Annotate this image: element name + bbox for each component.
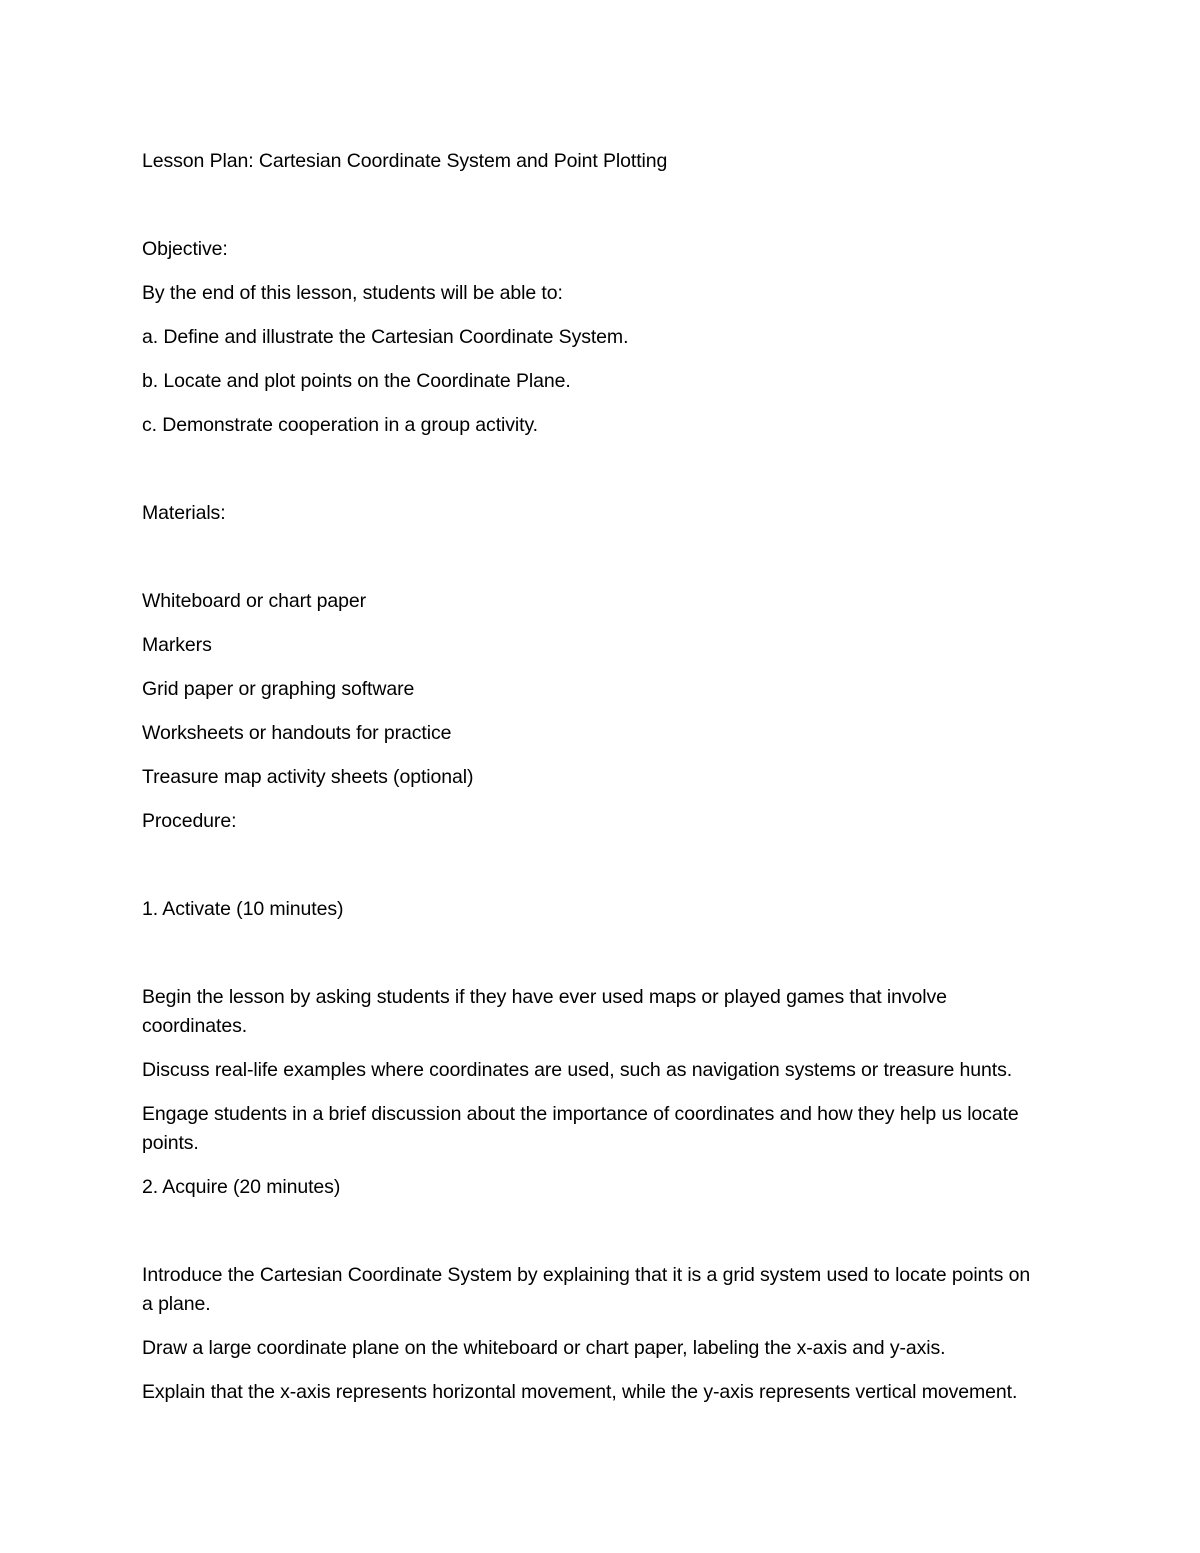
text-line: points.: [142, 1132, 199, 1154]
section-heading-materials: [142, 499, 1140, 528]
step-heading-activate: [142, 895, 1140, 924]
text-line: Objective:: [142, 238, 228, 260]
text-line: Discuss real-life examples where coordinates are used, such as navigation systems or treasure hunts.: [142, 1059, 1013, 1081]
materials-item: [142, 719, 1140, 748]
blank-line: [142, 455, 1140, 484]
text-line: Markers: [142, 634, 212, 656]
materials-item: [142, 587, 1140, 616]
blank-line: [142, 191, 1140, 220]
materials-item: [142, 763, 1140, 792]
text-line: Whiteboard or chart paper: [142, 590, 367, 612]
blank-line: [142, 543, 1140, 572]
text-line: Draw a large coordinate plane on the whiteboard or chart paper, labeling the x-axis and y-axis.: [142, 1337, 946, 1359]
body-paragraph: [142, 279, 1140, 308]
text-line: a plane.: [142, 1293, 211, 1315]
body-paragraph: [142, 1334, 1140, 1363]
body-paragraph: [142, 1261, 1140, 1319]
text-line: Worksheets or handouts for practice: [142, 722, 452, 744]
body-paragraph: [142, 983, 1140, 1041]
section-heading-objective: [142, 235, 1140, 264]
text-line: Introduce the Cartesian Coordinate System by explaining that it is a grid system used to locate points on: [142, 1264, 1031, 1286]
text-line: Grid paper or graphing software: [142, 678, 415, 700]
document-title: [142, 147, 1140, 176]
text-line: b. Locate and plot points on the Coordinate Plane.: [142, 370, 571, 392]
text-line: Lesson Plan: Cartesian Coordinate System and Point Plotting: [142, 150, 668, 172]
body-paragraph: [142, 1378, 1140, 1407]
materials-item: [142, 675, 1140, 704]
blank-line: [142, 851, 1140, 880]
text-line: a. Define and illustrate the Cartesian Coordinate System.: [142, 326, 629, 348]
text-line: coordinates.: [142, 1015, 248, 1037]
blank-line: [142, 1217, 1140, 1246]
text-line: Procedure:: [142, 810, 237, 832]
text-line: 1. Activate (10 minutes): [142, 898, 344, 920]
body-paragraph: [142, 1056, 1140, 1085]
body-paragraph: [142, 1100, 1140, 1158]
text-line: Engage students in a brief discussion about the importance of coordinates and how they help us locate: [142, 1103, 1019, 1125]
text-line: 2. Acquire (20 minutes): [142, 1176, 341, 1198]
text-line: Explain that the x-axis represents horizontal movement, while the y-axis represents vertical movement.: [142, 1381, 1018, 1403]
text-line: Materials:: [142, 502, 226, 524]
step-heading-acquire: [142, 1173, 1140, 1202]
materials-item: [142, 631, 1140, 660]
objective-item-c: [142, 411, 1140, 440]
text-line: Treasure map activity sheets (optional): [142, 766, 474, 788]
section-heading-procedure: [142, 807, 1140, 836]
blank-line: [142, 939, 1140, 968]
objective-item-b: [142, 367, 1140, 396]
text-line: Begin the lesson by asking students if they have ever used maps or played games that involve: [142, 986, 947, 1008]
text-line: By the end of this lesson, students will be able to:: [142, 282, 563, 304]
text-line: c. Demonstrate cooperation in a group activity.: [142, 414, 538, 436]
objective-item-a: [142, 323, 1140, 352]
